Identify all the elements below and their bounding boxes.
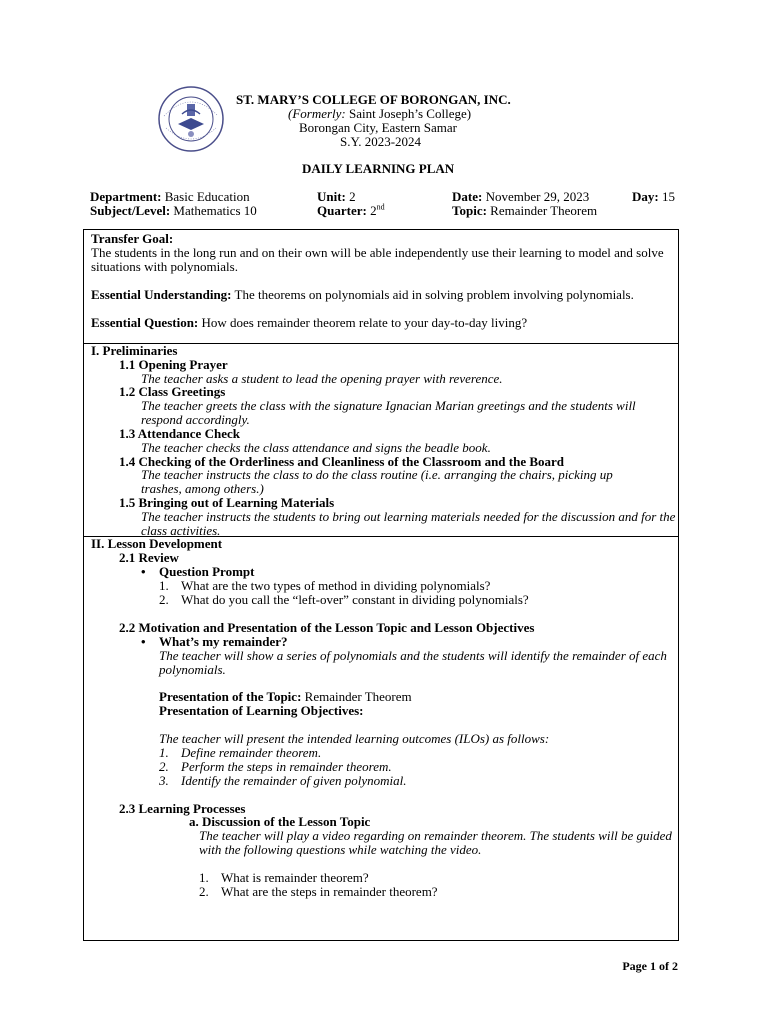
day-label: Day: [632,189,659,204]
review-heading: 2.1 Review [119,550,179,565]
topic-label: Topic: [452,203,487,218]
date-value: November 29, 2023 [482,189,590,204]
prelim-heading: 1.3 Attendance Check [119,426,240,441]
formerly-line [288,107,471,121]
page-number: 1 [650,959,656,973]
quarter-field [317,204,385,218]
video-question: What are the steps in remainder theorem? [221,884,438,899]
learning-processes-heading: 2.3 Learning Processes [119,801,246,816]
list-number: 3. [159,773,169,788]
list-number: 2. [199,884,209,899]
date-label: Date: [452,189,483,204]
ilo-item: Define remainder theorem. [181,745,322,760]
department-field [90,190,250,204]
subject-value: Mathematics 10 [170,203,257,218]
lesson-plan-table [83,229,679,941]
date-field [452,190,589,204]
essential-question-text: How does remainder theorem relate to your day-to-day living? [198,315,528,330]
ilo-item: Identify the remainder of given polynomial. [181,773,407,788]
topic-presentation-value: Remainder Theorem [301,689,412,704]
unit-value: 2 [345,189,356,204]
lesson-development-title: II. Lesson Development [91,536,223,551]
quarter-label: Quarter: [317,203,367,218]
whats-my-remainder-bullet: • What’s my remainder? [159,635,288,649]
essential-understanding-label: Essential Understanding: [91,287,232,302]
document-title: DAILY LEARNING PLAN [302,161,455,176]
list-number: 2. [159,759,169,774]
transfer-goal-label: Transfer Goal: [91,231,174,246]
department-label: Department: [90,189,162,204]
prelim-text: The teacher asks a student to lead the opening prayer with reverence. [141,371,503,386]
page-label: Page [622,959,650,973]
day-field [632,190,675,204]
topic-presentation-label: Presentation of the Topic: [159,689,302,704]
quarter-value: 2 [366,203,377,218]
prelim-heading: 1.1 Opening Prayer [119,357,228,372]
essential-understanding-text: The theorems on polynomials aid in solving problem involving polynomials. [231,287,634,302]
department-value: Basic Education [161,189,250,204]
review-question: What do you call the “left-over” constant in dividing polynomials? [181,592,529,607]
list-number: 1. [159,745,169,760]
essential-question [91,316,527,330]
ilo-intro: The teacher will present the intended learning outcomes (ILOs) as follows: [159,731,550,746]
page-total: 2 [672,959,678,973]
whats-my-remainder-text: The teacher will show a series of polynomials and the students will identify the remainder of each polynomials. [159,648,667,677]
transfer-goal-text: The students in the long run and on their own will be able independently use their learning to model and solve situations with polynomials. [91,245,664,274]
school-address: Borongan City, Eastern Samar [299,120,458,135]
quarter-suffix: nd [376,202,385,212]
formerly-label: (Formerly: [288,106,346,121]
subject-field [90,204,257,218]
list-number: 2. [159,592,169,607]
prelim-heading: 1.2 Class Greetings [119,384,226,399]
preliminaries-title: I. Preliminaries [91,343,178,358]
question-prompt-bullet: • Question Prompt [159,565,254,579]
essential-understanding [91,288,634,302]
prelim-text: The teacher instructs the class to do the class routine (i.e. arranging the chairs, picking up trashes, among others.) [141,467,613,496]
unit-field [317,190,356,204]
list-number: 1. [199,870,209,885]
essential-question-label: Essential Question: [91,315,199,330]
school-name: ST. MARY’S COLLEGE OF BORONGAN, INC. [236,92,511,107]
list-number: 1. [159,578,169,593]
prelim-heading: 1.4 Checking of the Orderliness and Cleanliness of the Classroom and the Board [119,454,565,469]
discussion-text: The teacher will play a video regarding on remainder theorem. The students will be guided with the following questions while watching the video. [199,828,672,857]
ilo-item: Perform the steps in remainder theorem. [181,759,392,774]
prelim-heading: 1.5 Bringing out of Learning Materials [119,495,335,510]
prelim-text: The teacher instructs the students to bring out learning materials needed for the discussion and for the class activities. [141,509,676,538]
motivation-heading: 2.2 Motivation and Presentation of the Lesson Topic and Lesson Objectives [119,620,535,635]
presentation-of-topic [159,690,412,704]
topic-field [452,204,597,218]
video-question: What is remainder theorem? [221,870,369,885]
unit-label: Unit: [317,189,346,204]
formerly-value: Saint Joseph’s College) [345,106,472,121]
day-value: 15 [658,189,675,204]
topic-value: Remainder Theorem [486,203,598,218]
school-year: S.Y. 2023-2024 [340,134,422,149]
subject-label: Subject/Level: [90,203,171,218]
discussion-heading: a. Discussion of the Lesson Topic [189,814,371,829]
school-seal-logo [156,86,226,152]
page-indicator [622,959,678,973]
prelim-text: The teacher greets the class with the signature Ignacian Marian greetings and the students will respond accordingly. [141,398,636,427]
learning-objectives-label: Presentation of Learning Objectives: [159,703,364,718]
review-question: What are the two types of method in dividing polynomials? [181,578,491,593]
prelim-text: The teacher checks the class attendance and signs the beadle book. [141,440,491,455]
page-of-label: of [656,959,672,973]
